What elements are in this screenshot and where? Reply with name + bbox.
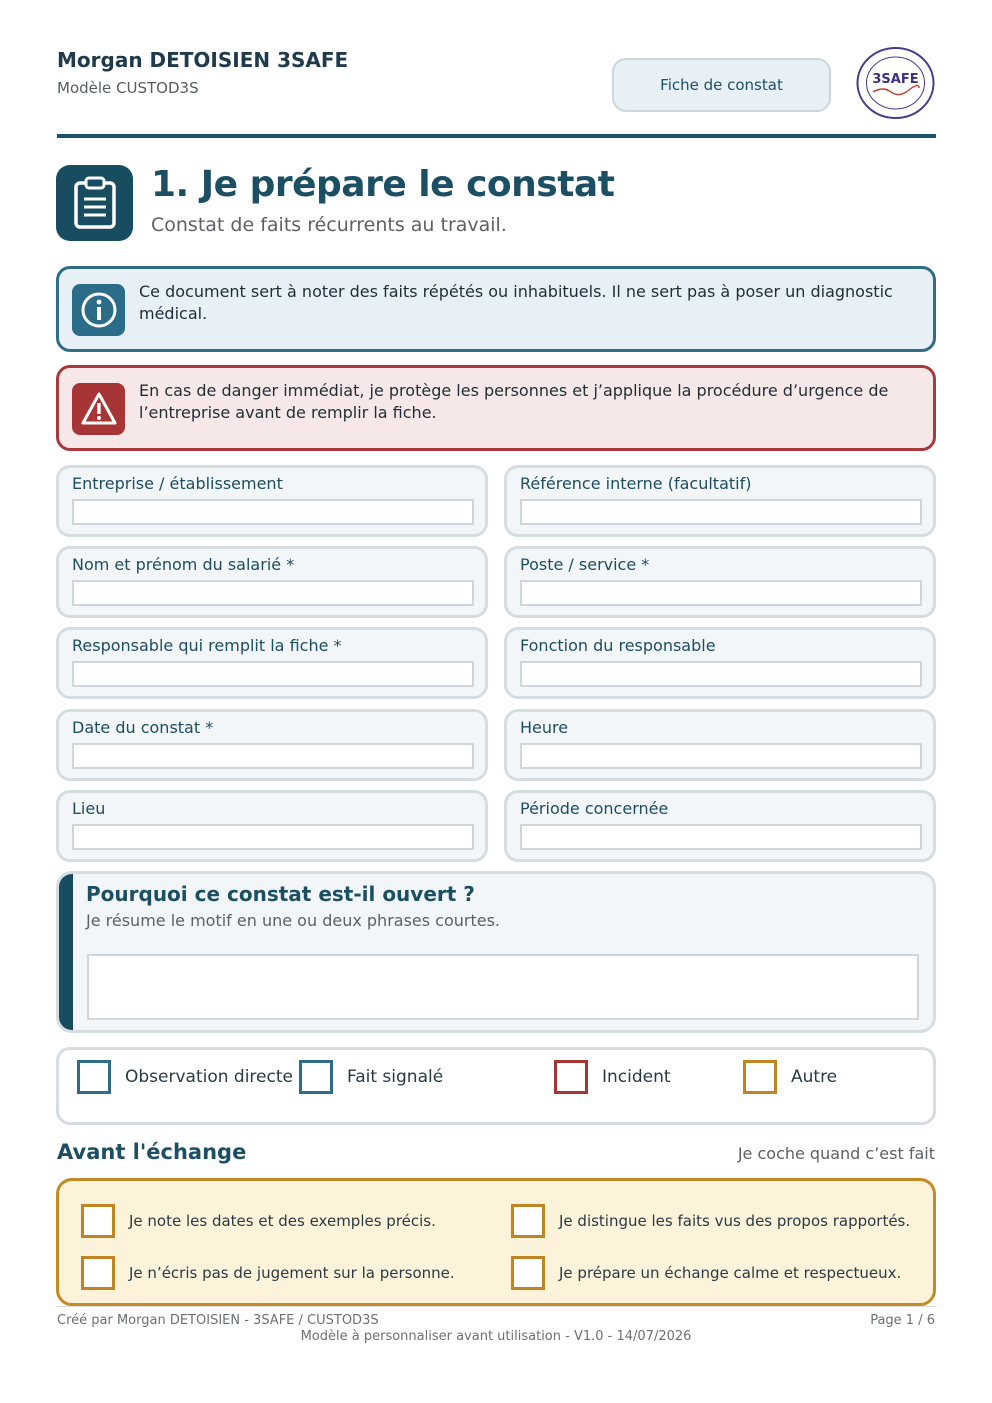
checklist-item[interactable] [81, 1204, 436, 1238]
field-label: Période concernée [520, 799, 669, 818]
field-heure [504, 709, 936, 781]
checklist-title: Avant l'échange [57, 1140, 247, 1164]
lieu-input[interactable] [72, 824, 474, 850]
checklist-item[interactable] [511, 1204, 910, 1238]
checkbox[interactable] [511, 1256, 545, 1290]
field-periode [504, 790, 936, 862]
section-title: 1. Je prépare le constat [151, 164, 615, 205]
field-fonction [504, 627, 936, 699]
field-label: Responsable qui remplit la fiche * [72, 636, 342, 655]
accent-bar [59, 874, 73, 1030]
field-label: Entreprise / établissement [72, 474, 283, 493]
reason-textarea[interactable] [87, 954, 919, 1020]
header-divider [57, 134, 936, 138]
warning-notice-text: En cas de danger immédiat, je protège les personnes et j’applique la procédure d’urgence de l’entreprise avant de remplir la fiche. [139, 381, 889, 422]
reason-question: Pourquoi ce constat est-il ouvert ? [86, 882, 475, 906]
responsable-input[interactable] [72, 661, 474, 687]
footer-version-note: Modèle à personnaliser avant utilisation - V1.0 - 14/07/2026 [300, 1329, 692, 1344]
checklist-item-label: Je note les dates et des exemples précis. [129, 1212, 436, 1230]
type-option-incident[interactable] [554, 1060, 671, 1094]
type-option-label: Incident [602, 1067, 671, 1087]
stamp-text: 3SAFE [872, 72, 919, 87]
info-notice [56, 266, 936, 352]
field-nom-salarie [56, 546, 488, 618]
checkbox[interactable] [77, 1060, 111, 1094]
type-option-label: Observation directe [125, 1067, 293, 1087]
reference-input[interactable] [520, 499, 922, 525]
field-date [56, 709, 488, 781]
type-option-observation[interactable] [77, 1060, 293, 1094]
field-reference [504, 465, 936, 537]
heure-input[interactable] [520, 743, 922, 769]
info-icon [72, 284, 125, 336]
entreprise-input[interactable] [72, 499, 474, 525]
author-name: Morgan DETOISIEN 3SAFE [57, 48, 349, 72]
field-label: Référence interne (facultatif) [520, 474, 752, 493]
fonction-input[interactable] [520, 661, 922, 687]
field-label: Nom et prénom du salarié * [72, 555, 295, 574]
page-number: Page 1 / 6 [870, 1313, 935, 1328]
section-subtitle: Constat de faits récurrents au travail. [151, 214, 507, 236]
checkbox[interactable] [554, 1060, 588, 1094]
field-lieu [56, 790, 488, 862]
company-stamp-logo [855, 45, 936, 121]
nom-salarie-input[interactable] [72, 580, 474, 606]
checklist-note: Je coche quand c’est fait [737, 1144, 935, 1163]
periode-input[interactable] [520, 824, 922, 850]
field-poste [504, 546, 936, 618]
checkbox[interactable] [299, 1060, 333, 1094]
date-input[interactable] [72, 743, 474, 769]
field-label: Lieu [72, 799, 106, 818]
type-option-fait-signale[interactable] [299, 1060, 443, 1094]
checklist-item-label: Je prépare un échange calme et respectueux. [559, 1264, 902, 1282]
field-label: Date du constat * [72, 718, 214, 737]
document-type-badge: Fiche de constat [612, 58, 831, 112]
reason-panel [56, 871, 936, 1033]
type-option-autre[interactable] [743, 1060, 837, 1094]
checklist-item[interactable] [511, 1256, 901, 1290]
type-option-label: Fait signalé [347, 1067, 444, 1087]
checkbox[interactable] [81, 1204, 115, 1238]
reason-hint: Je résume le motif en une ou deux phrases courtes. [86, 911, 501, 930]
field-entreprise [56, 465, 488, 537]
checkbox[interactable] [511, 1204, 545, 1238]
footer-divider [57, 1306, 936, 1307]
checklist-item-label: Je distingue les faits vus des propos rapportés. [559, 1212, 911, 1230]
checkbox[interactable] [81, 1256, 115, 1290]
checkbox[interactable] [743, 1060, 777, 1094]
field-label: Fonction du responsable [520, 636, 716, 655]
footer-created-by: Créé par Morgan DETOISIEN - 3SAFE / CUSTOD3S [57, 1313, 379, 1328]
checklist-panel [56, 1178, 936, 1306]
field-label: Heure [520, 718, 569, 737]
poste-input[interactable] [520, 580, 922, 606]
warning-notice [56, 365, 936, 451]
checklist-item-label: Je n’écris pas de jugement sur la personne. [129, 1264, 455, 1282]
model-name: Modèle CUSTOD3S [57, 79, 199, 97]
field-responsable [56, 627, 488, 699]
warning-icon [72, 383, 125, 435]
checklist-item[interactable] [81, 1256, 455, 1290]
clipboard-icon [56, 165, 133, 241]
type-option-label: Autre [791, 1067, 838, 1087]
field-label: Poste / service * [520, 555, 650, 574]
info-notice-text: Ce document sert à noter des faits répétés ou inhabituels. Il ne sert pas à poser un diagnostic médical. [139, 282, 893, 323]
constat-type-panel [56, 1047, 936, 1125]
